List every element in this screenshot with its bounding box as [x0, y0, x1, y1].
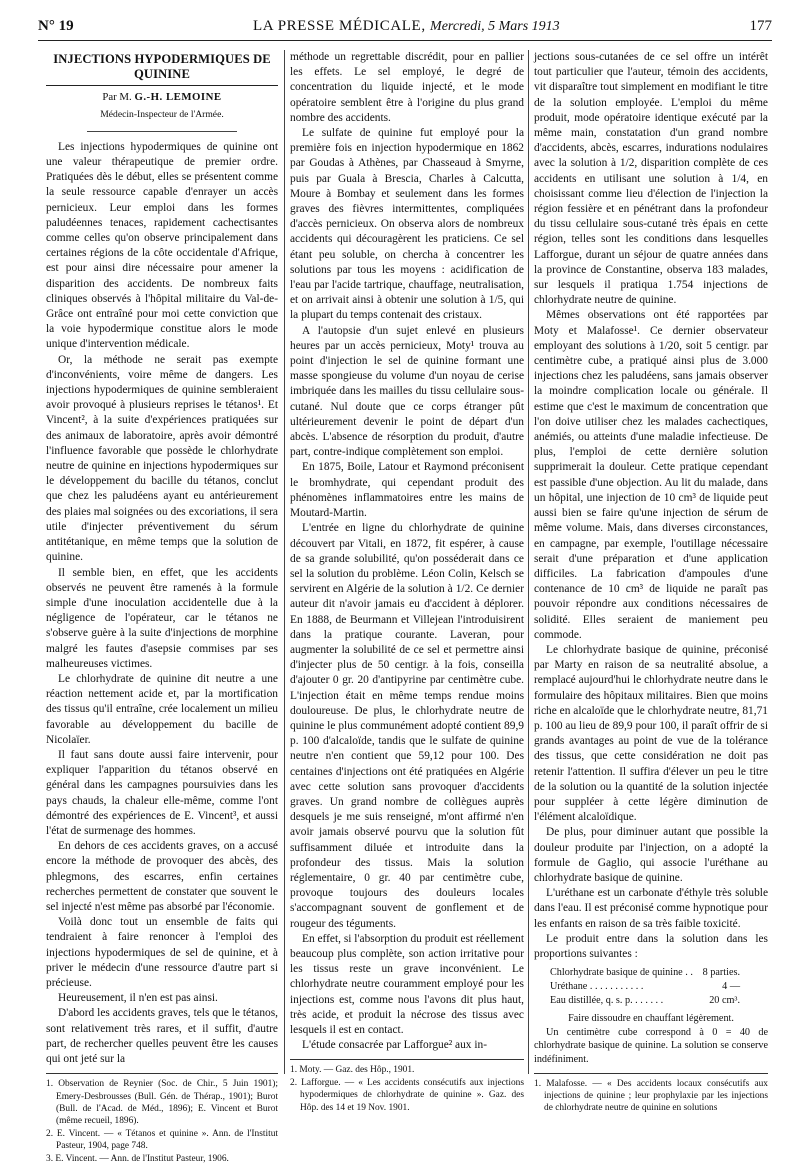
footnote-rule — [46, 1073, 278, 1074]
paragraph: L'entrée en ligne du chlorhydrate de quinine découvert par Vitali, en 1872, fit espérer, à cause de sa grande solubilité, qu'on posséderait dans ce sel la solution du problème. Léon Colin, Kelsch se servirent en Algérie de la solution à 1/2. Ce dernier auteur dit n'avoir jamais eu d'accident à déplorer. En 1888, de Beurmann et Villejean l'introduisirent dans la pratique courante. Laveran, pour augmenter la solubilité de ce sel et permettre ainsi d'injecter plus de 50 centigr. à la fois, conseilla d'ajouter 0 gr. 20 d'antipyrine par centimètre cube. L'injection était en même temps rendue moins douloureuse. De plus, le chlorhydrate neutre de quinine le plus communément adopté contient 89,9 p. 100 d'alcaloïde, tandis que le sulfate de quinine neutre n'en contient que 59,12 pour 100. Des centaines d'injections ont été pratiquées en Algérie avec cette solution sans provoquer d'accidents graves. Un grand nombre de collègues auprès desquels je me suis renseigné, m'ont affirmé n'en avoir jamais observé pourvu que la solution fût suffisamment diluée et introduite dans la profondeur des tissus. Mais la solution réglementaire, 0 gr. 40 par centimètre cube, provoque toujours des douleurs locales s'accompagnant souvent de gonflement et de rougeur des téguments. — [290, 522, 524, 930]
paragraph: L'uréthane est un carbonate d'éthyle très soluble dans l'eau. Il est préconisé comme hypnotique pour les enfants en raison de sa très faible toxicité. — [534, 887, 768, 930]
page-number: 177 — [749, 18, 772, 34]
footnote: 3. E. Vincent. — Ann. de l'Institut Pasteur, 1906. — [46, 1153, 229, 1164]
article-title: INJECTIONS HYPODERMIQUES DE QUININE — [46, 52, 278, 86]
formula-table — [550, 966, 768, 1008]
byline-prefix: Par M. — [102, 91, 132, 104]
formula-ingredient: Chlorhydrate basique de quinine . . — [550, 967, 693, 979]
paragraph: Mêmes observations ont été rapportées par Moty et Malafosse¹. Ce dernier observateur employant des solutions à 1/20, soit 5 centigr. par centimètre cube, a pratiqué ainsi plus de 3.000 injections chez les paludéens, sans jamais observer la moindre complication locale ou générale. Il estime que c'est le maximum de concentration que l'on doive utiliser chez les malades cachectiques, anémiés, ou atteints d'une maladie infectieuse. De plus, l'emploi de cette dernière solution supprimerait la douleur. Cette pratique cependant est passible d'une objection. Au lit du malade, dans un hôpital, une injection de 10 cm³ de liquide peut aussi bien se faire qu'une injection de sérum de même volume. Mais, dans diverses circonstances, en campagne, par exemple, l'outillage nécessaire serait d'une préparation et d'une application difficiles. La fabrication d'ampoules d'une contenance de 10 cm³ de liquide ne paraît pas pouvoir répondre aux conditions nécessaires de solidité. Elles seraient de maniement peu commode. — [534, 309, 768, 641]
formula-row — [550, 994, 740, 1008]
formula-note: Faire dissoudre en chauffant légèrement. — [568, 1013, 734, 1025]
paragraph: Il faut sans doute aussi faire intervenir, pour expliquer l'apparition du tétanos observé en général dans les campagnes poursuivies dans les pays chauds, la chaleur elle-même, comme l'ont démontré des expériences de E. Vincent³, et aussi l'état de surmenage des hommes. — [46, 748, 278, 837]
paragraph: Voilà donc tout un ensemble de faits qui tendraient à faire renoncer à l'emploi des injections hypodermiques de sel de quinine, et à priver le médecin d'une ressource d'autre part si précieuse. — [46, 916, 278, 989]
paragraph: Il semble bien, en effet, que les accidents observés ne peuvent être ramenés à la formule simple d'une inoculation accidentelle due à la négligence de l'opérateur, car le tétanos ne s'observe guère à la suite d'injections de morphine malgré les fautes d'asepsie commises par ses malheureuses victimes. — [46, 566, 278, 670]
formula-quantity: 20 cm³. — [709, 995, 740, 1007]
footnote: 2. Lafforgue. — « Les accidents consécutifs aux injections hypodermiques de chlorhydrate de quinine ». Gaz. des Hôp. des 14 et 19 Nov. 1901. — [290, 1077, 524, 1113]
paragraph: D'abord les accidents graves, tels que le tétanos, sont relativement très rares, et il suffit, d'autre part, de rechercher quelles peuvent être les causes qui ont jeté sur la — [46, 1007, 278, 1065]
title-rule — [87, 131, 237, 132]
page-header — [38, 14, 772, 41]
formula-ingredient: Eau distillée, q. s. p. . . . . . . — [550, 995, 664, 1007]
journal-title-line — [253, 18, 560, 35]
paragraph: Le produit entre dans la solution dans les proportions suivantes : — [534, 932, 768, 960]
paragraph: En effet, si l'absorption du produit est réellement beaucoup plus complète, son action irritative pour les tissus reste un grave inconvénient. Le chlorhydrate neutre couramment employé pour les injections est, comme nous l'avons dit plus haut, très acide, et produit la nécrose des tissus avec lesquels il est en contact. — [290, 932, 525, 1036]
paragraph: Le chlorhydrate de quinine dit neutre a une réaction nettement acide et, par la mortification des tissus qu'il entraîne, crée localement un milieu favorable au développement du bacille de Nicolaïer. — [46, 672, 278, 746]
formula-ingredient: Uréthane . . . . . . . . . . . — [550, 981, 644, 993]
footnote: 1. Malafosse. — « Des accidents locaux consécutifs aux injections de quinine ; leur prophylaxie par les injections de chlorhydrate neutre de quinine en solutions — [534, 1078, 768, 1114]
column-divider-1 — [284, 50, 285, 1074]
footnote-rule — [290, 1059, 524, 1060]
formula-row — [550, 980, 740, 994]
formula-note: Un centimètre cube correspond à 0 = 40 de chlorhydrate basique de quinine. La solution se conserve indéfiniment. — [534, 1026, 768, 1065]
formula-quantity: 4 — — [722, 981, 740, 993]
paragraph: Heureusement, il n'en est pas ainsi. — [58, 992, 218, 1005]
paragraph: En 1875, Boile, Latour et Raymond préconisent le bromhydrate, qui cependant produit des phénomènes inflammatoires entre les mains de Moutard-Martin. — [290, 461, 524, 520]
footnote: 1. Observation de Reynier (Soc. de Chir., 5 Juin 1901); Emery-Desbrousses (Bull. Gén. de Thérap., 1901); Burot (Bull. de l'Acad. de Méd., 1896); E. Vincent et Burot (même recueil, 1896). — [46, 1079, 278, 1127]
journal-name: LA PRESSE MÉDICALE, — [253, 18, 426, 34]
formula-row — [550, 966, 740, 980]
paragraph: jections sous-cutanées de ce sel offre un intérêt tout particulier que l'auteur, témoin des accidents, vit disparaître tout simplement en modifiant le titre de la solution employée. L'emploi du même produit, mode opératoire identique exécuté par la même main, constatation d'un grand nombre d'accidents, abcès, escarres, indurations nodulaires avec la solution à 1/2, disparition complète de ces accidents en utilisant une solution à 1/4, en choisissant comme lieu d'élection de l'injection la région fessière et en pénétrant dans la profondeur du tissu cellulaire sous-cutané très épais en cette région, telles sont les conditions dans lesquelles Lafforgue, durant un séjour de quatre années dans la province de Constantine, observa 183 malades, sur lesquels il pratiqua 1.754 injections de chlorhydrate neutre de quinine. — [534, 51, 768, 307]
footnote: 2. E. Vincent. — « Tétanos et quinine ». Ann. de l'Institut Pasteur, 1904, page 748. — [46, 1128, 278, 1152]
paragraph: De plus, pour diminuer autant que possible la douleur produite par l'injection, on a adopté la formule de Gaglio, qui associe l'uréthane au chlorhydrate basique de quinine. — [534, 826, 768, 884]
column-2 — [290, 50, 525, 1113]
column-1 — [46, 50, 278, 1164]
paragraph: Le sulfate de quinine fut employé pour la première fois en injection hypodermique en 1862 par Goudas à Athènes, par Chasseaud à Smyrne, puis par Guala à Brescia, Charles à Calcutta, Moure à Bombay et seulement dans les formes graves des fièvres intermittentes, compliquées d'accès pernicieux. On observa alors de nombreux accidents qui découragèrent les praticiens. Ce sel étant peu soluble, on chercha à concentrer les solutions par tous les moyens : acidification de l'eau par l'acide tartrique, chauffage, neutralisation, et on arrivait ainsi à obtenir une solution à 1/5, qui la plupart du temps contenait des cristaux. — [290, 127, 524, 322]
paragraph: En dehors de ces accidents graves, on a accusé encore la méthode de provoquer des abcès, des phlegmons, des escarres, enfin certaines recherches permettent de constater que souvent le sel injecté n'est même pas absorbé par l'économie. — [46, 840, 278, 913]
author-role: Médecin-Inspecteur de l'Armée. — [100, 108, 224, 120]
issue-number: N° 19 — [38, 18, 74, 34]
footnote: 1. Moty. — Gaz. des Hôp., 1901. — [290, 1065, 415, 1076]
paragraph: Les injections hypodermiques de quinine ont une valeur thérapeutique de premier ordre. Pratiquées dès le début, elles se présentent comme la seule ressource capable d'enrayer un accès pernicieux. Leur emploi dans les formes paludéennes tenaces, rapidement cachectisantes comme celles qu'on observe principalement dans certaines régions de la côte occidentale d'Afrique, est pour ainsi dire nécessaire pour amener la disparition des accidents. De nombreux faits cliniques observés à l'hôpital militaire du Val-de-Grâce ont entraîné pour moi cette conviction que la voie hypodermique constitue alors le mode unique d'intervention médicale. — [46, 140, 278, 351]
column-divider-2 — [528, 50, 529, 1074]
footnote-rule — [534, 1073, 768, 1074]
paragraph: L'étude consacrée par Lafforgue² aux in- — [302, 1039, 487, 1052]
issue-date: Mercredi, 5 Mars 1913 — [430, 19, 560, 34]
paragraph: A l'autopsie d'un sujet enlevé en plusieurs heures par un accès pernicieux, Moty¹ trouva au point d'injection le sel de quinine formant une masse spongieuse du volume d'un noyau de cerise imbriquée dans les mailles du tissu cellulaire sous-cutané. Nul doute que ce corps étranger pût ultérieurement devenir le point de départ d'un abcès. L'absence de résorption du produit, d'autre part, contre-indique complètement son emploi. — [290, 324, 524, 459]
formula-quantity: 8 parties. — [702, 967, 740, 979]
paragraph: méthode un regrettable discrédit, pour en pallier les effets. Le sel employé, le degré de concentration du liquide injecté, et le mode opératoire semblent être à l'origine du plus grand nombre des accidents. — [290, 51, 524, 124]
paragraph: Or, la méthode ne serait pas exempte d'inconvénients, voire même de dangers. Les injections hypodermiques de quinine sembleraient avoir provoqué à plusieurs reprises le tétanos¹. Et Vincent², à la suite d'expériences pratiquées sur des animaux de laboratoire, après avoir démontré l'influence favorable que possède le chlorhydrate neutre de quinine en injections hypodermiques sur le développement du bacille du tétanos, conclut que chez les paludéens ayant eu antérieurement des plaies mal soignées ou des excoriations, il sera utile d'injecter préventivement du sérum antitétanique, en même temps que la solution de quinine. — [46, 353, 278, 564]
paragraph: Le chlorhydrate basique de quinine, préconisé par Marty en raison de sa neutralité absolue, a remplacé aujourd'hui le chlorhydrate neutre dans le formulaire des hôpitaux militaires. Bien que moins riche en alcaloïde que le chlorhydrate neutre, 81,71 p. 100 au lieu de 89,9 pour 100, il paraît offrir de si grands avantages au point de vue de la tolérance des tissus, que cette considération ne doit pas retenir l'attention. Il suffira d'élever un peu le titre de la solution ou la quantité de la solution injectée pour suppléer à cette légère diminution de l'élément alcaloïdique. — [534, 643, 768, 824]
author-name: G.-H. LEMOINE — [134, 91, 222, 104]
article-byline — [46, 90, 278, 105]
column-3 — [534, 50, 768, 1114]
